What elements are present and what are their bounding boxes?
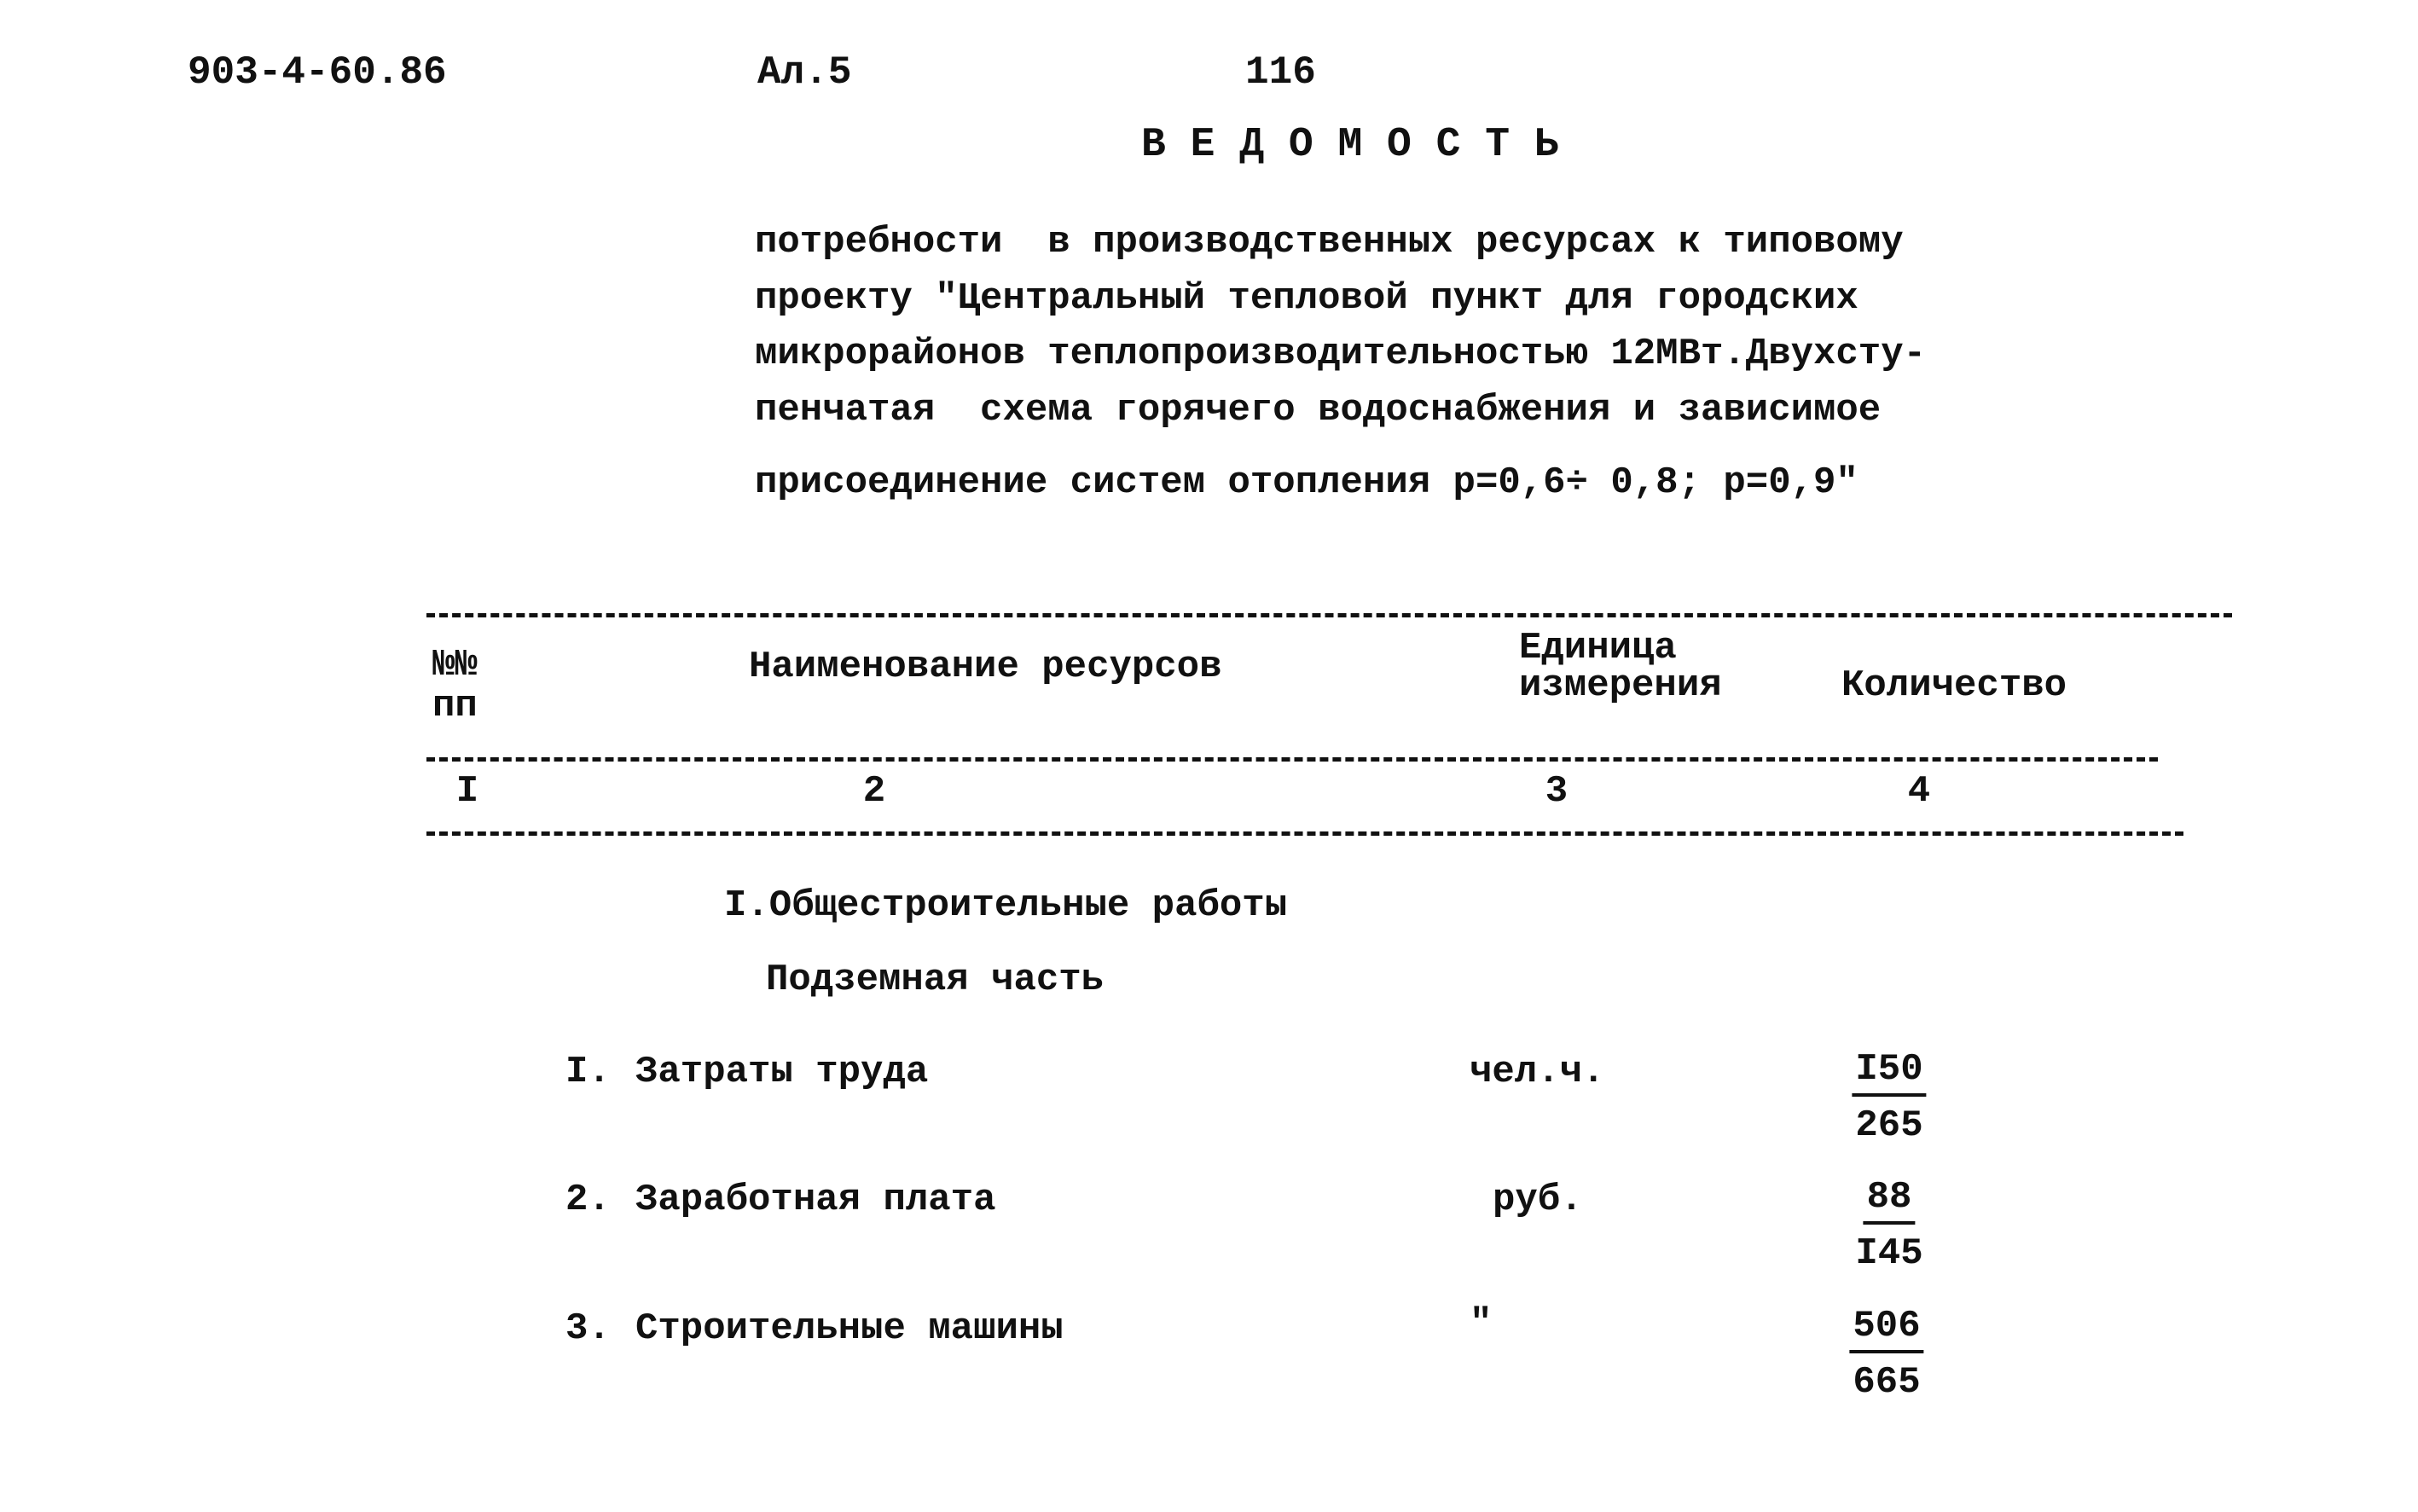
document-code: 903-4-60.86 xyxy=(188,50,447,95)
column-number: 2 xyxy=(862,770,886,813)
col-header-number-line2: пп xyxy=(432,685,478,727)
subtitle-line: проекту "Центральный тепловой пункт для городских xyxy=(755,277,1858,320)
album-number: Ал.5 xyxy=(757,50,852,95)
col-header-quantity: Количество xyxy=(1841,664,2067,707)
row-number: I. xyxy=(565,1051,611,1093)
unit: " xyxy=(1470,1302,1493,1345)
row-number: 3. xyxy=(565,1307,611,1350)
col-header-name: Наименование ресурсов xyxy=(749,646,1222,688)
column-number: I xyxy=(455,770,479,813)
unit: чел.ч. xyxy=(1470,1051,1605,1093)
page-number: 116 xyxy=(1245,50,1316,95)
section-heading: I.Общестроительные работы xyxy=(724,884,1288,927)
col-header-unit-line2: измерения xyxy=(1519,664,1722,707)
subtitle-line: присоединение систем отопления p=0,6÷ 0,8; p=0,9" xyxy=(755,461,1858,504)
quantity-top: 88 xyxy=(1864,1179,1916,1225)
table-divider xyxy=(426,757,2158,762)
quantity-bottom: I45 xyxy=(1855,1232,1923,1275)
table-divider xyxy=(426,831,2183,836)
col-header-unit: Единица xyxy=(1519,627,1677,669)
unit: руб. xyxy=(1493,1179,1583,1221)
col-header-number: №№ xyxy=(432,644,478,686)
quantity-bottom: 665 xyxy=(1853,1361,1921,1404)
column-number: 3 xyxy=(1545,770,1569,813)
quantity-top: 506 xyxy=(1849,1307,1923,1353)
quantity-bottom: 265 xyxy=(1855,1104,1923,1147)
quantity-top: I50 xyxy=(1852,1051,1926,1097)
resource-name: Затраты труда xyxy=(635,1051,929,1093)
subtitle-line: потребности в производственных ресурсах к типовому xyxy=(755,221,1904,264)
subtitle-line: микрорайонов теплопроизводительностью 12МВт.Двухсту- xyxy=(755,333,1927,375)
column-number: 4 xyxy=(1907,770,1931,813)
quantity-fraction xyxy=(1855,1176,1923,1275)
subsection-heading: Подземная часть xyxy=(766,959,1105,1001)
document-title: В Е Д О М О С Т Ь xyxy=(1141,122,1559,168)
resource-name: Заработная плата xyxy=(635,1179,996,1221)
resource-name: Строительные машины xyxy=(635,1307,1064,1350)
quantity-fraction xyxy=(1852,1048,1926,1147)
subtitle-line: пенчатая схема горячего водоснабжения и зависимое xyxy=(755,389,1882,432)
table-divider xyxy=(426,613,2232,617)
quantity-fraction xyxy=(1849,1305,1923,1404)
row-number: 2. xyxy=(565,1179,611,1221)
